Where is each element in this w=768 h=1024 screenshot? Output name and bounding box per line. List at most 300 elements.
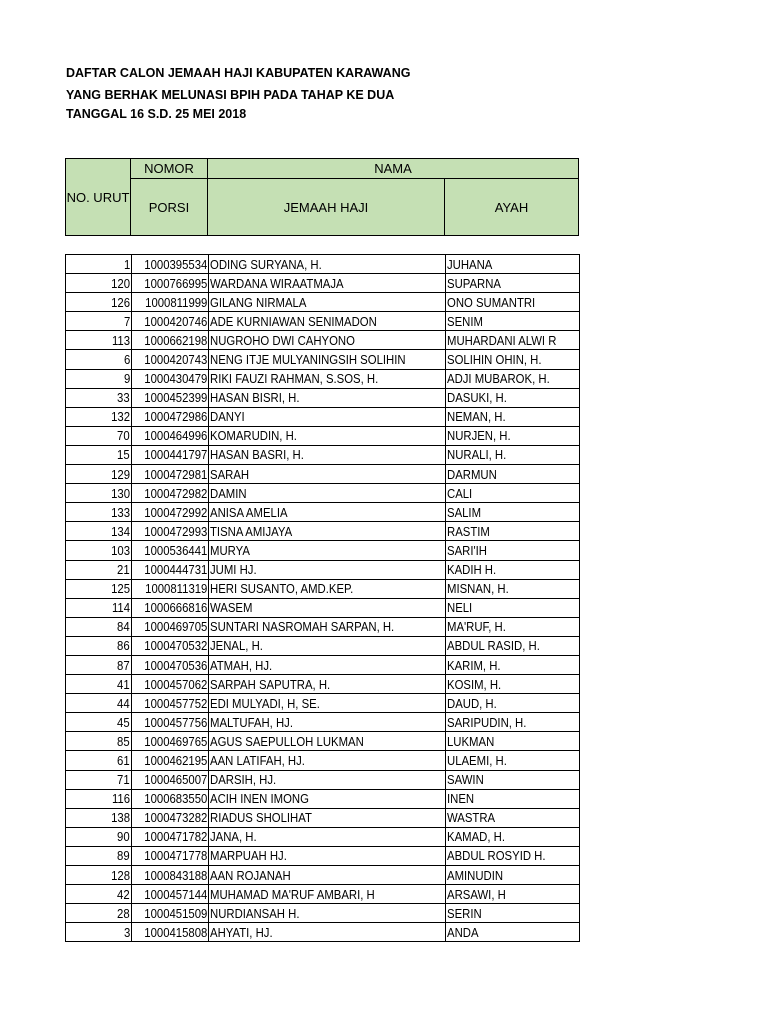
no-urut-cell: [66, 770, 132, 789]
ayah-cell: [446, 904, 580, 923]
no-urut-cell-text: 86: [117, 638, 130, 654]
header-nama: NAMA: [207, 158, 579, 179]
table-row: [66, 274, 580, 293]
porsi-cell: [132, 407, 209, 426]
table-row: [66, 923, 580, 942]
ayah-cell: [446, 255, 580, 274]
no-urut-cell-text: 9: [123, 371, 130, 387]
jemaah-haji-cell: [209, 751, 446, 770]
jemaah-haji-cell-text: EDI MULYADI, H, SE.: [210, 695, 320, 711]
porsi-cell: [132, 655, 209, 674]
ayah-cell-text: DARMUN: [447, 466, 497, 482]
table-row: [66, 808, 580, 827]
porsi-cell-text: 1000472993: [143, 523, 207, 539]
porsi-cell: [132, 426, 209, 445]
ayah-cell-text: ANDA: [447, 924, 479, 940]
porsi-cell: [132, 445, 209, 464]
jemaah-haji-cell-text: AGUS SAEPULLOH LUKMAN: [210, 733, 364, 749]
no-urut-cell: [66, 579, 132, 598]
porsi-cell-text: 1000470532: [143, 638, 207, 654]
porsi-cell-text: 1000464996: [143, 428, 207, 444]
porsi-cell: [132, 293, 209, 312]
no-urut-cell: [66, 274, 132, 293]
jemaah-haji-cell: [209, 350, 446, 369]
porsi-cell-text: 1000471782: [143, 829, 207, 845]
no-urut-cell-text: 3: [123, 924, 130, 940]
table-row: [66, 465, 580, 484]
no-urut-cell: [66, 465, 132, 484]
porsi-cell-text: 1000472992: [143, 504, 207, 520]
jemaah-haji-cell: [209, 369, 446, 388]
no-urut-cell: [66, 713, 132, 732]
ayah-cell-text: KADIH H.: [447, 562, 497, 578]
jemaah-haji-cell-text: DANYI: [210, 409, 245, 425]
porsi-cell-text: 1000472981: [143, 466, 207, 482]
porsi-cell: [132, 866, 209, 885]
jemaah-haji-cell: [209, 846, 446, 865]
jemaah-haji-cell: [209, 445, 446, 464]
no-urut-cell: [66, 445, 132, 464]
table-row: [66, 655, 580, 674]
porsi-cell-text: 1000473282: [143, 810, 207, 826]
no-urut-cell-text: 1: [123, 256, 130, 272]
ayah-cell-text: SOLIHIN OHIN, H.: [447, 352, 542, 368]
no-urut-cell-text: 33: [117, 390, 130, 406]
jemaah-haji-cell: [209, 808, 446, 827]
no-urut-cell: [66, 846, 132, 865]
jemaah-haji-cell-text: DAMIN: [210, 485, 247, 501]
jemaah-haji-cell-text: AAN LATIFAH, HJ.: [210, 752, 305, 768]
ayah-cell: [446, 636, 580, 655]
no-urut-cell-text: 84: [117, 619, 130, 635]
ayah-cell: [446, 579, 580, 598]
no-urut-cell-text: 15: [117, 447, 130, 463]
ayah-cell-text: ABDUL ROSYID H.: [447, 848, 546, 864]
table-row: [66, 350, 580, 369]
porsi-cell-text: 1000470536: [143, 657, 207, 673]
no-urut-cell: [66, 617, 132, 636]
porsi-cell: [132, 617, 209, 636]
no-urut-cell: [66, 789, 132, 808]
table-row: [66, 388, 580, 407]
no-urut-cell-text: 85: [117, 733, 130, 749]
table-row: [66, 369, 580, 388]
table-row: [66, 617, 580, 636]
porsi-cell-text: 1000430479: [143, 371, 207, 387]
jemaah-haji-cell: [209, 407, 446, 426]
jemaah-haji-cell-text: ATMAH, HJ.: [210, 657, 273, 673]
jemaah-haji-cell: [209, 484, 446, 503]
ayah-cell: [446, 541, 580, 560]
table-row: [66, 713, 580, 732]
porsi-cell-text: 1000444731: [143, 562, 207, 578]
ayah-cell-text: SARIPUDIN, H.: [447, 714, 527, 730]
porsi-cell: [132, 388, 209, 407]
table-row: [66, 732, 580, 751]
ayah-cell-text: JUHANA: [447, 256, 493, 272]
ayah-cell-text: KOSIM, H.: [447, 676, 502, 692]
ayah-cell: [446, 445, 580, 464]
no-urut-cell: [66, 827, 132, 846]
jemaah-haji-cell-text: MALTUFAH, HJ.: [210, 714, 293, 730]
porsi-cell: [132, 846, 209, 865]
ayah-cell-text: SARI'IH: [447, 542, 487, 558]
jemaah-haji-cell-text: WASEM: [210, 600, 253, 616]
jemaah-haji-cell-text: ODING SURYANA, H.: [210, 256, 322, 272]
porsi-cell: [132, 579, 209, 598]
no-urut-cell-text: 128: [111, 867, 130, 883]
ayah-cell-text: SENIM: [447, 313, 483, 329]
jemaah-haji-cell-text: ACIH INEN IMONG: [210, 791, 309, 807]
ayah-cell: [446, 369, 580, 388]
porsi-cell-text: 1000420743: [143, 352, 207, 368]
no-urut-cell-text: 41: [117, 676, 130, 692]
porsi-cell-text: 1000465007: [143, 772, 207, 788]
porsi-cell: [132, 923, 209, 942]
jemaah-haji-cell-text: ADE KURNIAWAN SENIMADON: [210, 313, 377, 329]
ayah-cell-text: SAWIN: [447, 772, 484, 788]
ayah-cell: [446, 885, 580, 904]
porsi-cell-text: 1000452399: [143, 390, 207, 406]
header-no-urut: NO. URUT: [65, 158, 131, 236]
porsi-cell: [132, 694, 209, 713]
ayah-cell: [446, 598, 580, 617]
no-urut-cell-text: 138: [111, 810, 130, 826]
jemaah-haji-cell: [209, 866, 446, 885]
header-nomor: NOMOR: [130, 158, 208, 179]
ayah-cell-text: NELI: [447, 600, 473, 616]
porsi-cell-text: 1000395534: [143, 256, 207, 272]
ayah-cell-text: WASTRA: [447, 810, 496, 826]
porsi-cell: [132, 732, 209, 751]
no-urut-cell-text: 116: [111, 791, 130, 807]
porsi-cell-text: 1000462195: [143, 752, 207, 768]
jemaah-haji-cell: [209, 255, 446, 274]
no-urut-cell-text: 129: [111, 466, 130, 482]
jemaah-haji-cell: [209, 331, 446, 350]
ayah-cell-text: CALI: [447, 485, 473, 501]
no-urut-cell: [66, 598, 132, 617]
porsi-cell: [132, 713, 209, 732]
ayah-cell: [446, 789, 580, 808]
no-urut-cell-text: 71: [117, 772, 130, 788]
porsi-cell: [132, 312, 209, 331]
porsi-cell: [132, 808, 209, 827]
header-porsi: PORSI: [130, 178, 208, 236]
table-row: [66, 503, 580, 522]
no-urut-cell: [66, 694, 132, 713]
jemaah-haji-cell-text: RIADUS SHOLIHAT: [210, 810, 312, 826]
porsi-cell: [132, 503, 209, 522]
ayah-cell-text: SALIM: [447, 504, 482, 520]
table-row: [66, 789, 580, 808]
ayah-cell: [446, 617, 580, 636]
jemaah-haji-cell-text: WARDANA WIRAATMAJA: [210, 275, 344, 291]
jemaah-haji-cell-text: NURDIANSAH H.: [210, 905, 300, 921]
porsi-cell: [132, 904, 209, 923]
jemaah-haji-cell-text: SUNTARI NASROMAH SARPAN, H.: [210, 619, 395, 635]
table-row: [66, 770, 580, 789]
porsi-cell-text: 1000536441: [143, 542, 207, 558]
jemaah-haji-cell: [209, 675, 446, 694]
jemaah-haji-cell-text: JANA, H.: [210, 829, 257, 845]
ayah-cell: [446, 694, 580, 713]
porsi-cell-text: 1000472982: [143, 485, 207, 501]
porsi-cell: [132, 751, 209, 770]
table-row: [66, 484, 580, 503]
jemaah-haji-cell-text: RIKI FAUZI RAHMAN, S.SOS, H.: [210, 371, 379, 387]
jemaah-haji-cell: [209, 274, 446, 293]
porsi-cell-text: 1000441797: [143, 447, 207, 463]
jemaah-haji-cell: [209, 732, 446, 751]
ayah-cell: [446, 675, 580, 694]
no-urut-cell: [66, 732, 132, 751]
no-urut-cell: [66, 560, 132, 579]
porsi-cell: [132, 598, 209, 617]
porsi-cell-text: 1000420746: [143, 313, 207, 329]
porsi-cell-text: 1000472986: [143, 409, 207, 425]
jemaah-haji-cell: [209, 522, 446, 541]
jemaah-haji-cell: [209, 388, 446, 407]
ayah-cell: [446, 751, 580, 770]
ayah-cell: [446, 503, 580, 522]
no-urut-cell: [66, 503, 132, 522]
jemaah-haji-cell: [209, 694, 446, 713]
no-urut-cell-text: 61: [117, 752, 130, 768]
jemaah-haji-cell: [209, 770, 446, 789]
no-urut-cell-text: 87: [117, 657, 130, 673]
no-urut-cell-text: 120: [111, 275, 130, 291]
ayah-cell-text: MUHARDANI ALWI R: [447, 332, 557, 348]
ayah-cell: [446, 846, 580, 865]
no-urut-cell: [66, 904, 132, 923]
table-row: [66, 827, 580, 846]
no-urut-cell-text: 113: [111, 332, 130, 348]
ayah-cell-text: AMINUDIN: [447, 867, 504, 883]
no-urut-cell-text: 126: [111, 294, 130, 310]
table-row: [66, 636, 580, 655]
jemaah-haji-cell: [209, 923, 446, 942]
jemaah-haji-cell: [209, 312, 446, 331]
porsi-cell-text: 1000683550: [143, 791, 207, 807]
title-line-2: YANG BERHAK MELUNASI BPIH PADA TAHAP KE DUA: [66, 88, 395, 102]
porsi-cell: [132, 789, 209, 808]
table-row: [66, 579, 580, 598]
title-line-1: DAFTAR CALON JEMAAH HAJI KABUPATEN KARAWANG: [66, 66, 411, 80]
ayah-cell: [446, 713, 580, 732]
jemaah-haji-cell-text: HASAN BASRI, H.: [210, 447, 304, 463]
porsi-cell-text: 1000451509: [143, 905, 207, 921]
jemaah-haji-cell: [209, 560, 446, 579]
jemaah-haji-cell: [209, 541, 446, 560]
ayah-cell-text: ABDUL RASID, H.: [447, 638, 540, 654]
no-urut-cell: [66, 923, 132, 942]
jemaah-haji-cell: [209, 598, 446, 617]
title-line-3: TANGGAL 16 S.D. 25 MEI 2018: [66, 107, 247, 121]
table-row: [66, 751, 580, 770]
ayah-cell-text: NURALI, H.: [447, 447, 507, 463]
ayah-cell-text: NEMAN, H.: [447, 409, 506, 425]
ayah-cell-text: KARIM, H.: [447, 657, 501, 673]
no-urut-cell-text: 6: [123, 352, 130, 368]
table-row: [66, 675, 580, 694]
porsi-cell: [132, 522, 209, 541]
porsi-cell-text: 1000843188: [143, 867, 207, 883]
no-urut-cell: [66, 808, 132, 827]
porsi-cell: [132, 484, 209, 503]
porsi-cell-text: 1000457144: [143, 886, 207, 902]
no-urut-cell-text: 28: [117, 905, 130, 921]
header-ayah: AYAH: [444, 178, 579, 236]
table-row: [66, 885, 580, 904]
no-urut-cell: [66, 866, 132, 885]
no-urut-cell-text: 90: [117, 829, 130, 845]
porsi-cell-text: 1000766995: [143, 275, 207, 291]
ayah-cell-text: MA'RUF, H.: [447, 619, 506, 635]
jemaah-haji-cell: [209, 503, 446, 522]
no-urut-cell: [66, 293, 132, 312]
ayah-cell-text: KAMAD, H.: [447, 829, 505, 845]
ayah-cell: [446, 388, 580, 407]
porsi-cell: [132, 636, 209, 655]
table-row: [66, 312, 580, 331]
jemaah-haji-cell: [209, 904, 446, 923]
no-urut-cell: [66, 350, 132, 369]
ayah-cell-text: SUPARNA: [447, 275, 501, 291]
ayah-cell: [446, 331, 580, 350]
no-urut-cell: [66, 751, 132, 770]
porsi-cell: [132, 369, 209, 388]
porsi-cell-text: 1000457756: [143, 714, 207, 730]
no-urut-cell-text: 44: [117, 695, 130, 711]
no-urut-cell: [66, 522, 132, 541]
jemaah-haji-cell-text: MUHAMAD MA'RUF AMBARI, H: [210, 886, 375, 902]
jemaah-haji-cell-text: JENAL, H.: [210, 638, 263, 654]
no-urut-cell: [66, 312, 132, 331]
jemaah-haji-cell: [209, 617, 446, 636]
jemaah-haji-cell: [209, 426, 446, 445]
ayah-cell-text: NURJEN, H.: [447, 428, 511, 444]
no-urut-cell: [66, 407, 132, 426]
ayah-cell: [446, 866, 580, 885]
jemaah-haji-cell: [209, 885, 446, 904]
ayah-cell-text: ADJI MUBAROK, H.: [447, 371, 550, 387]
jemaah-haji-cell-text: MARPUAH HJ.: [210, 848, 287, 864]
no-urut-cell-text: 45: [117, 714, 130, 730]
jemaah-haji-cell-text: KOMARUDIN, H.: [210, 428, 297, 444]
no-urut-cell: [66, 636, 132, 655]
ayah-cell: [446, 560, 580, 579]
ayah-cell: [446, 732, 580, 751]
table-row: [66, 598, 580, 617]
no-urut-cell-text: 103: [111, 542, 130, 558]
porsi-cell: [132, 827, 209, 846]
porsi-cell: [132, 541, 209, 560]
ayah-cell: [446, 293, 580, 312]
jemaah-table-body: [66, 255, 580, 942]
ayah-cell: [446, 522, 580, 541]
jemaah-haji-cell: [209, 293, 446, 312]
table-row: [66, 331, 580, 350]
no-urut-cell: [66, 426, 132, 445]
jemaah-haji-cell-text: HASAN BISRI, H.: [210, 390, 300, 406]
table-row: [66, 445, 580, 464]
table-row: [66, 293, 580, 312]
ayah-cell: [446, 426, 580, 445]
no-urut-cell: [66, 388, 132, 407]
jemaah-haji-cell-text: SARAH: [210, 466, 250, 482]
porsi-cell-text: 1000415808: [143, 924, 207, 940]
porsi-cell: [132, 255, 209, 274]
ayah-cell-text: RASTIM: [447, 523, 490, 539]
porsi-cell-text: 1000666816: [143, 600, 207, 616]
jemaah-haji-cell: [209, 827, 446, 846]
porsi-cell: [132, 350, 209, 369]
jemaah-haji-cell: [209, 655, 446, 674]
ayah-cell: [446, 484, 580, 503]
no-urut-cell-text: 70: [117, 428, 130, 444]
ayah-cell-text: ONO SUMANTRI: [447, 294, 536, 310]
jemaah-haji-cell-text: AHYATI, HJ.: [210, 924, 273, 940]
porsi-cell: [132, 770, 209, 789]
porsi-cell: [132, 465, 209, 484]
porsi-cell-text: 1000469705: [143, 619, 207, 635]
jemaah-haji-cell-text: DARSIH, HJ.: [210, 772, 277, 788]
jemaah-haji-cell-text: SARPAH SAPUTRA, H.: [210, 676, 331, 692]
jemaah-haji-cell-text: ANISA AMELIA: [210, 504, 288, 520]
jemaah-haji-cell-text: TISNA AMIJAYA: [210, 523, 293, 539]
porsi-cell-text: 1000811319: [144, 581, 207, 597]
ayah-cell-text: ULAEMI, H.: [447, 752, 507, 768]
jemaah-haji-cell: [209, 465, 446, 484]
no-urut-cell-text: 42: [117, 886, 130, 902]
ayah-cell: [446, 407, 580, 426]
no-urut-cell-text: 89: [117, 848, 130, 864]
porsi-cell: [132, 560, 209, 579]
table-row: [66, 426, 580, 445]
jemaah-haji-cell-text: NUGROHO DWI CAHYONO: [210, 332, 355, 348]
porsi-cell: [132, 885, 209, 904]
no-urut-cell: [66, 655, 132, 674]
jemaah-haji-cell-text: NENG ITJE MULYANINGSIH SOLIHIN: [210, 352, 406, 368]
porsi-cell-text: 1000811999: [144, 294, 207, 310]
ayah-cell-text: LUKMAN: [447, 733, 495, 749]
ayah-cell: [446, 655, 580, 674]
jemaah-haji-cell: [209, 713, 446, 732]
jemaah-haji-cell-text: GILANG NIRMALA: [210, 294, 307, 310]
table-row: [66, 560, 580, 579]
ayah-cell: [446, 808, 580, 827]
no-urut-cell: [66, 885, 132, 904]
ayah-cell: [446, 274, 580, 293]
jemaah-haji-cell: [209, 579, 446, 598]
ayah-cell: [446, 923, 580, 942]
no-urut-cell-text: 133: [111, 504, 130, 520]
porsi-cell: [132, 675, 209, 694]
no-urut-cell: [66, 255, 132, 274]
no-urut-cell-text: 132: [111, 409, 130, 425]
no-urut-cell-text: 130: [111, 485, 130, 501]
jemaah-haji-cell-text: MURYA: [210, 542, 250, 558]
porsi-cell-text: 1000469765: [143, 733, 207, 749]
table-row: [66, 522, 580, 541]
no-urut-cell: [66, 331, 132, 350]
porsi-cell-text: 1000471778: [143, 848, 207, 864]
table-row: [66, 255, 580, 274]
no-urut-cell: [66, 541, 132, 560]
jemaah-haji-cell-text: HERI SUSANTO, AMD.KEP.: [210, 581, 354, 597]
no-urut-cell-text: 134: [111, 523, 130, 539]
